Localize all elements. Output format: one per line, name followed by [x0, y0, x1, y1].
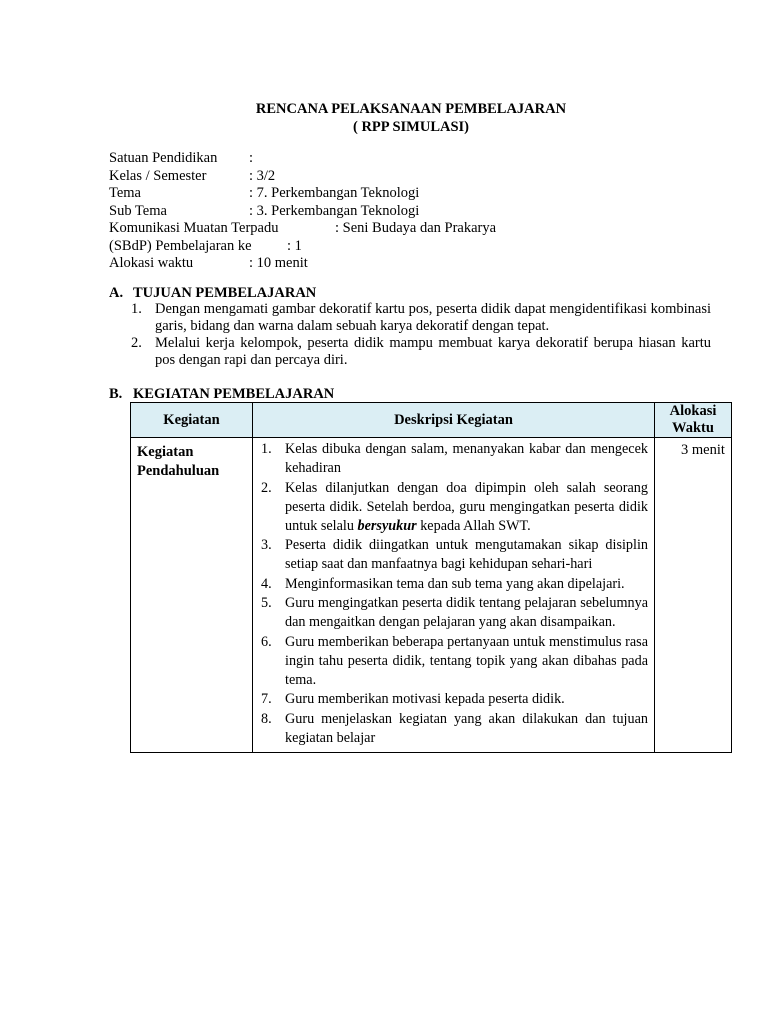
info-label: Komunikasi Muatan Terpadu	[109, 220, 279, 236]
step-number: 1.	[261, 441, 272, 457]
emphasis-text: bersyukur	[357, 517, 417, 534]
item-number: 1.	[131, 301, 142, 317]
info-value: : Seni Budaya dan Prakarya	[335, 220, 497, 236]
info-value: : 1	[287, 237, 302, 254]
list-item	[261, 594, 648, 632]
description-cell	[253, 438, 655, 753]
document-subtitle: ( RPP SIMULASI)	[352, 119, 469, 135]
info-label: Kelas / Semester	[109, 167, 207, 184]
objective-item	[131, 301, 711, 335]
step-text: Menginformasikan tema dan sub tema yang akan dipelajari.	[285, 575, 625, 592]
step-number: 6.	[261, 633, 272, 650]
item-text: Melalui kerja kelompok, peserta didik mampu membuat karya dekoratif berupa hiasan kartu pos dengan rapi dan percaya diri.	[155, 335, 711, 368]
section-letter: B.	[109, 386, 123, 402]
step-number: 4.	[261, 575, 272, 592]
step-text: Peserta didik diingatkan untuk mengutamakan sikap disiplin setiap saat dan manfaatnya bagi kehidupan sehari-hari	[285, 537, 648, 572]
header-alokasi: Alokasi Waktu	[655, 403, 732, 438]
step-text: Kelas dibuka dengan salam, menanyakan kabar dan mengecek kehadiran	[285, 441, 648, 476]
list-item	[261, 440, 648, 478]
section-title: TUJUAN PEMBELAJARAN	[133, 285, 317, 301]
info-value: : 3/2	[249, 167, 276, 184]
step-number: 2.	[261, 479, 272, 496]
list-item	[261, 633, 648, 690]
steps-list	[261, 440, 648, 748]
section-a-heading	[109, 284, 316, 302]
item-text: Dengan mengamati gambar dekoratif kartu pos, peserta didik dapat mengidentifikasi kombinasi garis, bidang dan warna dalam sebuah karya dekoratif dengan tepat.	[155, 301, 711, 334]
section-b-heading	[109, 385, 334, 403]
section-title: KEGIATAN PEMBELAJARAN	[133, 386, 335, 402]
step-number: 5.	[261, 595, 272, 611]
list-item	[261, 479, 648, 536]
list-item	[261, 710, 648, 748]
info-value: : 7. Perkembangan Teknologi	[249, 185, 420, 201]
step-number: 8.	[261, 710, 272, 727]
phase-cell: Kegiatan Pendahuluan	[131, 438, 253, 753]
info-label: (SBdP) Pembelajaran ke	[109, 237, 252, 254]
info-value: : 3. Perkembangan Teknologi	[249, 202, 420, 219]
info-label: Alokasi waktu	[109, 255, 194, 271]
list-item	[261, 690, 648, 709]
header-deskripsi: Deskripsi Kegiatan	[253, 403, 655, 438]
list-item	[261, 536, 648, 574]
step-text-tail: kepada Allah SWT.	[416, 517, 531, 534]
table-header-row	[131, 403, 732, 438]
time-cell: 3 menit	[655, 438, 732, 753]
table-row	[131, 438, 732, 753]
objective-item	[131, 335, 711, 369]
info-value: : 10 menit	[249, 255, 308, 271]
list-item	[261, 575, 648, 594]
item-number: 2.	[131, 335, 142, 351]
header-kegiatan: Kegiatan	[131, 403, 253, 438]
step-text: Kelas dilanjutkan dengan doa dipimpin oleh salah seorang peserta didik. Setelah berdoa, guru mengingatkan peserta didik untuk selalu	[285, 479, 648, 534]
step-number: 7.	[261, 691, 272, 707]
step-text: Guru memberikan beberapa pertanyaan untuk menstimulus rasa ingin tahu peserta didik, tentang topik yang akan dibahas pada tema.	[285, 633, 648, 688]
info-value: :	[249, 150, 254, 166]
activities-table	[130, 402, 732, 753]
document-title: RENCANA PELAKSANAAN PEMBELAJARAN	[255, 101, 567, 117]
step-text: Guru memberikan motivasi kepada peserta didik.	[285, 691, 565, 707]
info-label: Tema	[109, 185, 141, 201]
info-label: Satuan Pendidikan	[109, 150, 218, 166]
step-number: 3.	[261, 537, 272, 553]
step-text: Guru mengingatkan peserta didik tentang pelajaran sebelumnya dan mengaitkan dengan pelajaran yang akan disampaikan.	[285, 595, 648, 630]
objectives-list	[131, 301, 711, 369]
step-text: Guru menjelaskan kegiatan yang akan dilakukan dan tujuan kegiatan belajar	[285, 710, 648, 746]
section-letter: A.	[109, 285, 124, 301]
info-label: Sub Tema	[109, 202, 167, 219]
